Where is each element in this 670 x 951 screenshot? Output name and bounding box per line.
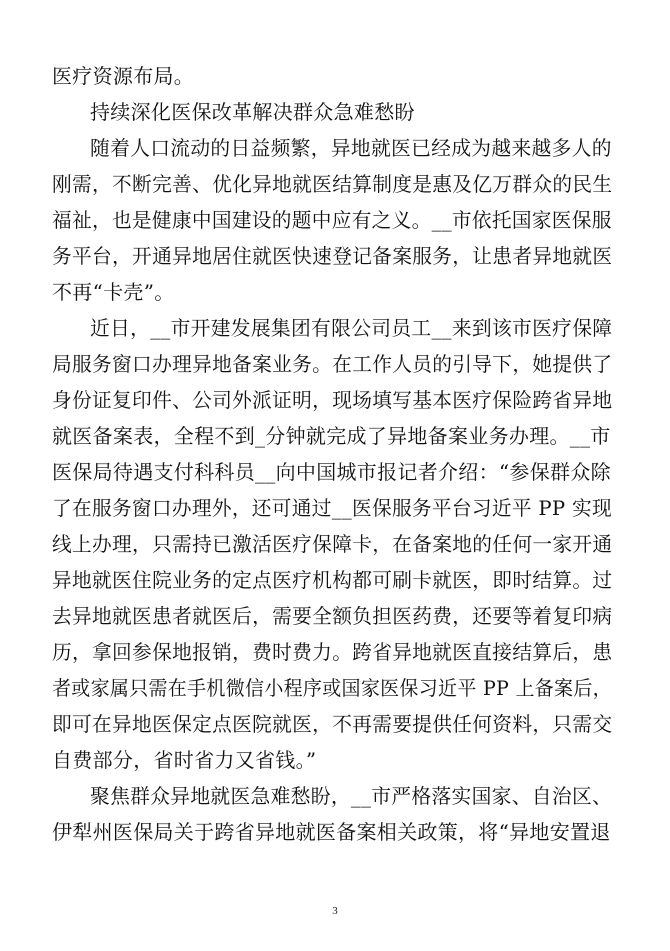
text-line: 即可在异地医保定点医院就医，不再需要提供任何资料，只需交 <box>52 712 613 736</box>
text-line: 就医备案表，全程不到_分钟就完成了异地备案业务办理。__市 <box>52 424 611 448</box>
text-line: 局服务窗口办理异地备案业务。在工作人员的引导下，她提供了 <box>52 352 613 376</box>
text-line: 福祉，也是健康中国建设的题中应有之义。__市依托国家医保服 <box>52 208 612 232</box>
text-line: 近日，__市开建发展集团有限公司员工__来到该市医疗保障 <box>90 316 613 340</box>
text-line: 异地就医住院业务的定点医疗机构都可刷卡就医，即时结算。过 <box>52 568 613 592</box>
section-heading: 持续深化医保改革解决群众急难愁盼 <box>90 100 415 124</box>
text-line: 医保局待遇支付科科员__向中国城市报记者介绍：“参保群众除 <box>52 460 611 484</box>
text-line: 聚焦群众异地就医急难愁盼，__市严格落实国家、自治区、 <box>90 784 613 808</box>
page-number: 3 <box>332 905 338 917</box>
text-line: 自费部分，省时省力又省钱。” <box>52 748 317 772</box>
text-line: 去异地就医患者就医后，需要全额负担医药费，还要等着复印病 <box>52 604 613 628</box>
text-line: 历，拿回参保地报销，费时费力。跨省异地就医直接结算后，患 <box>52 640 613 664</box>
text-line: 刚需，不断完善、优化异地就医结算制度是惠及亿万群众的民生 <box>52 172 613 196</box>
text-line: 医疗资源布局。 <box>52 64 195 88</box>
text-line: 随着人口流动的日益频繁，异地就医已经成为越来越多人的 <box>90 136 612 160</box>
text-line: 务平台，开通异地居住就医快速登记备案服务，让患者异地就医 <box>52 244 613 268</box>
text-line: 伊犁州医保局关于跨省异地就医备案相关政策，将“异地安置退 <box>52 820 611 844</box>
text-line: 了在服务窗口办理外，还可通过__医保服务平台习近平 PP 实现 <box>52 496 612 520</box>
text-line: 不再“卡壳”。 <box>52 280 175 304</box>
text-line: 线上办理，只需持已激活医疗保障卡，在备案地的任何一家开通 <box>52 532 613 556</box>
text-line: 者或家属只需在手机微信小程序或国家医保习近平 PP 上备案后， <box>52 676 612 700</box>
text-line: 身份证复印件、公司外派证明，现场填写基本医疗保险跨省异地 <box>52 388 613 412</box>
